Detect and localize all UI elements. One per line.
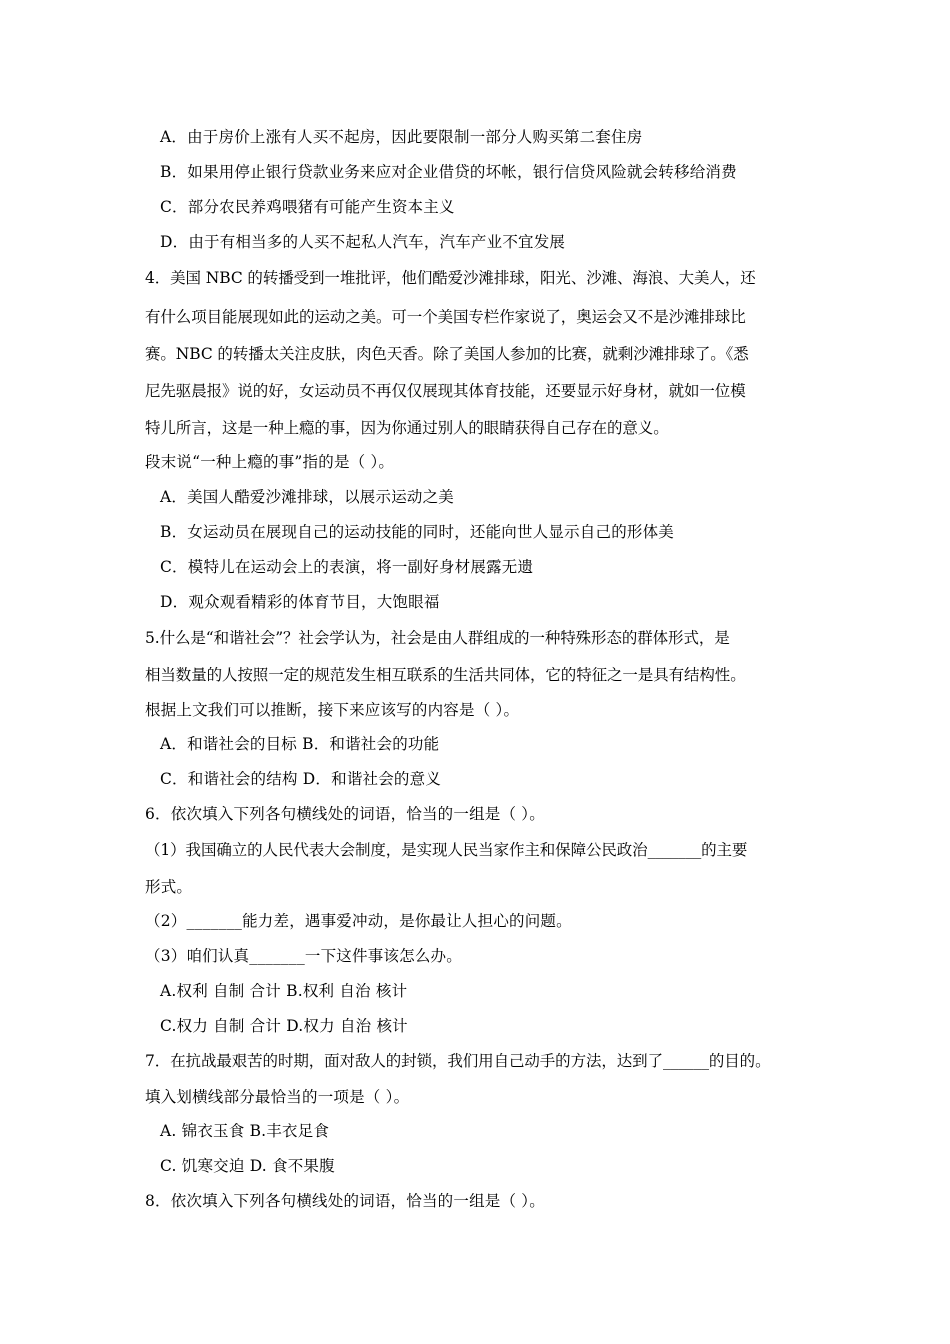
q5-options-row: A．和谐社会的目标 B．和谐社会的功能 bbox=[160, 735, 440, 753]
q6-item-3: （3）咱们认真_______一下这件事该怎么办。 bbox=[145, 947, 462, 965]
q6-options-row: C.权力 自制 合计 D.权力 自治 核计 bbox=[160, 1017, 408, 1035]
q3-option-a: A．由于房价上涨有人买不起房，因此要限制一部分人购买第二套住房 bbox=[160, 128, 643, 146]
q6-item-2: （2）_______能力差，遇事爱冲动，是你最让人担心的问题。 bbox=[145, 912, 572, 930]
q5-options-row: C．和谐社会的结构 D．和谐社会的意义 bbox=[160, 770, 442, 788]
q4-option-c: C．模特儿在运动会上的表演，将一副好身材展露无遗 bbox=[160, 558, 534, 576]
q4-question: 段末说“一种上瘾的事”指的是（ ）。 bbox=[145, 453, 395, 471]
q4-option-b: B．女运动员在展现自己的运动技能的同时，还能向世人显示自己的形体美 bbox=[160, 523, 674, 541]
q3-option-c: C．部分农民养鸡喂猪有可能产生资本主义 bbox=[160, 198, 455, 216]
q6-item-1: （1）我国确立的人民代表大会制度，是实现人民当家作主和保障公民政治_______的主要 bbox=[145, 841, 748, 859]
q3-option-b: B．如果用停止银行贷款业务来应对企业借贷的坏帐，银行信贷风险就会转移给消费 bbox=[160, 163, 737, 181]
q7-options-row: A. 锦衣玉食 B.丰衣足食 bbox=[160, 1122, 330, 1140]
q5-question: 根据上文我们可以推断，接下来应该写的内容是（ ）。 bbox=[145, 701, 520, 719]
q7-question-continued: 填入划横线部分最恰当的一项是（ ）。 bbox=[145, 1088, 410, 1106]
q6-question: 6．依次填入下列各句横线处的词语，恰当的一组是（ ）。 bbox=[145, 805, 545, 823]
q8-question: 8．依次填入下列各句横线处的词语，恰当的一组是（ ）。 bbox=[145, 1192, 545, 1210]
q4-passage-line: 4．美国 NBC 的转播受到一堆批评，他们酷爱沙滩排球，阳光、沙滩、海浪、大美人，还 bbox=[145, 269, 756, 287]
q3-option-d: D．由于有相当多的人买不起私人汽车，汽车产业不宜发展 bbox=[160, 233, 566, 251]
q5-passage-line: 相当数量的人按照一定的规范发生相互联系的生活共同体，它的特征之一是具有结构性。 bbox=[145, 666, 746, 684]
q7-options-row: C. 饥寒交迫 D. 食不果腹 bbox=[160, 1157, 335, 1175]
q7-question: 7．在抗战最艰苦的时期，面对敌人的封锁，我们用自己动手的方法，达到了______的目的。 bbox=[145, 1052, 771, 1070]
q4-passage-line: 尼先驱晨报》说的好，女运动员不再仅仅展现其体育技能，还要显示好身材，就如一位模 bbox=[145, 382, 746, 400]
q6-options-row: A.权利 自制 合计 B.权利 自治 核计 bbox=[160, 982, 408, 1000]
q4-passage-line: 有什么项目能展现如此的运动之美。可一个美国专栏作家说了，奥运会又不是沙滩排球比 bbox=[145, 308, 746, 326]
q4-passage-line: 特儿所言，这是一种上瘾的事，因为你通过别人的眼睛获得自己存在的意义。 bbox=[145, 419, 669, 437]
q4-option-a: A．美国人酷爱沙滩排球，以展示运动之美 bbox=[160, 488, 454, 506]
q4-option-d: D．观众观看精彩的体育节目，大饱眼福 bbox=[160, 593, 440, 611]
q4-passage-line: 赛。NBC 的转播太关注皮肤，肉色天香。除了美国人参加的比赛，就剩沙滩排球了。《悉 bbox=[145, 345, 749, 363]
q6-item-1-continued: 形式。 bbox=[145, 878, 193, 896]
q5-passage-line: 5.什么是“和谐社会”？社会学认为，社会是由人群组成的一种特殊形态的群体形式，是 bbox=[145, 629, 730, 647]
